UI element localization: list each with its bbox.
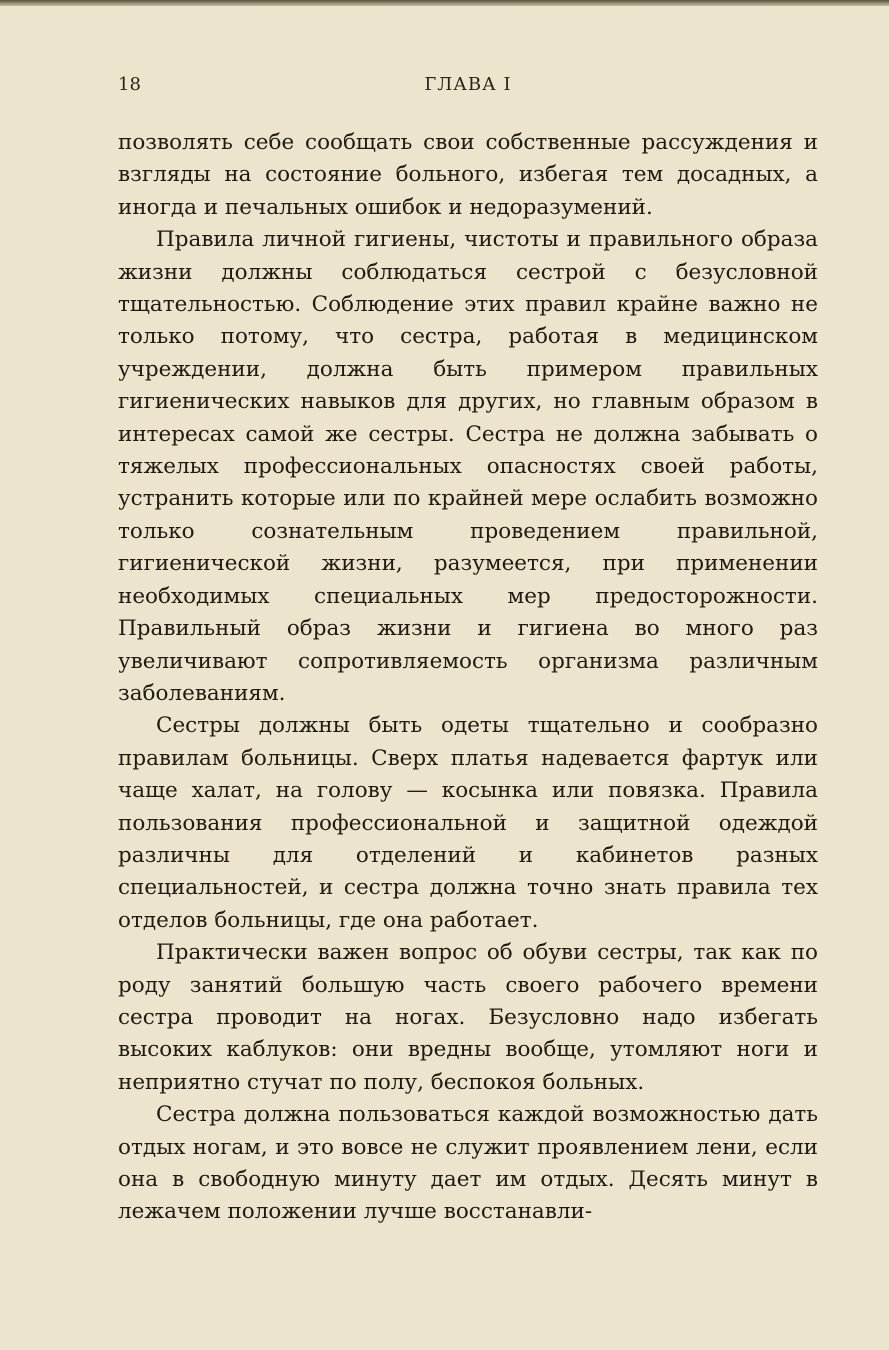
paragraph: Правила личной гигиены, чистоты и правильного образа жизни должны соблюдаться сестрой с безусловной тщательностью. Соблюдение этих правил крайне важно не только потому, что сестра, работая в медицинском учреждении, должна быть примером правильных гигиенических навыков для других, но главным образом в интересах самой же сестры. Сестра не должна забывать о тяжелых профессиональных опасностях своей работы, устранить которые или по крайней мере ослабить возможно только сознательным проведением правильной, гигиенической жизни, разумеется, при применении необходимых специальных мер предосторожности. Правильный образ жизни и гигиена во много раз увеличивают сопротивляемость организма различным заболеваниям.: [118, 227, 818, 706]
paragraph: Практически важен вопрос об обуви сестры, так как по роду занятий большую часть своего рабочего времени сестра проводит на ногах. Безусловно надо избегать высоких каблуков: они вредны вообще, утомляют ноги и неприятно стучат по полу, беспокоя больных.: [118, 940, 818, 1095]
page-top-edge: [0, 0, 889, 6]
paragraph-continued: позволять себе сообщать свои собственные рассуждения и взгляды на состояние больного, избегая тем досадных, а иногда и печальных ошибок и недоразумений.: [118, 130, 818, 220]
running-head: ГЛАВА I: [424, 74, 512, 95]
paragraph: Сестры должны быть одеты тщательно и сообразно правилам больницы. Сверх платья надевается фартук или чаще халат, на голову — косынка или повязка. Правила пользования профессиональной и защитной одеждой различны для отделений и кабинетов разных специальностей, и сестра должна точно знать правила тех отделов больницы, где она работает.: [118, 713, 818, 933]
body-text: [118, 127, 818, 1229]
page-header: [118, 74, 818, 104]
page-number: 18: [118, 74, 141, 95]
paragraph: Сестра должна пользоваться каждой возможностью дать отдых ногам, и это вовсе не служит проявлением лени, если она в свободную минуту дает им отдых. Десять минут в лежачем положении лучше восстанавли-: [118, 1102, 818, 1225]
